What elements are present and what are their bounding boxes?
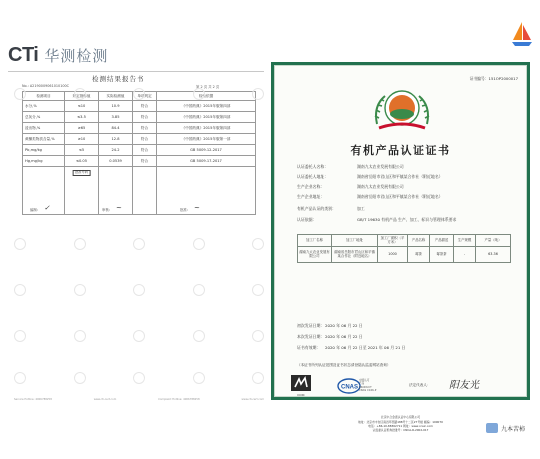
cti-logo-mark: CTi [8,44,39,66]
column-header: 检测项目 [23,92,65,101]
info-row [297,206,365,212]
info-row [297,217,457,223]
watermark-row [14,238,264,250]
column-header: 实际检测值 [99,92,133,101]
watermark-icon [14,330,26,342]
cell-verdict: 符合 [133,112,157,123]
organic-emblem-icon [371,84,433,134]
cell-output: 63.36 [476,246,511,262]
watermark-icon [133,330,145,342]
watermark-icon [252,330,264,342]
watermark-icon [193,88,205,100]
info-value: 加工 [357,206,365,211]
table-row [23,123,256,134]
info-label: 认证委托人地址： [297,174,329,179]
cell-item: Hg,mg/kg [23,156,65,167]
cell-product: 莓茶 [408,246,430,262]
issuer-contact: 电话：+86-10-88362711 网址：www.ccaic.com [368,424,433,428]
watermark-icon [74,88,86,100]
watermark-icon [14,238,26,250]
date-label: 本次发证日期： [297,334,325,339]
report-title: 检测结果报告书 [92,75,145,83]
chat-icon [486,423,498,433]
cell-verdict: 符合 [133,145,157,156]
cell-method: GB 5009.12-2017 [157,145,256,156]
table-row [298,246,511,262]
sailboat-logo-icon [510,20,534,48]
cell-item: 浸出物,% [23,123,65,134]
watermark-icon [252,238,264,250]
cell-method: 《中国药典》2015年版第一部 [157,134,256,145]
cell-plant-name: 湖南九太农业发展有限公司 [298,246,332,262]
watermark-icon [252,88,264,100]
issuer-name: 北京中合金诺认证中心有限公司 [380,415,421,419]
footer-item: www.cti-cert.com [241,398,264,401]
watermark-icon [133,88,145,100]
table-row [23,156,256,167]
watermark-icon [193,372,205,384]
watermark-icon [133,238,145,250]
column-header: 规定指标值 [65,92,99,101]
info-value: GB/T 19630 有机产品 生产、加工、标识与管理体系要求 [357,217,457,222]
cell-value: 10.9 [99,101,133,112]
cell-method: 《中国药典》2015年版第四部 [157,123,256,134]
date-label: 初次发证日期： [297,323,325,328]
watermark-icon [74,330,86,342]
table-row [23,134,256,145]
report-number: No.: A2190009061010100C [22,84,70,88]
cell-scale: - [454,246,476,262]
cell-verdict: 符合 [133,134,157,145]
column-header: 产品名称 [408,235,430,247]
coic-label: COIC [297,393,305,397]
info-value: 湖南九太农业发展有限公司 [357,164,404,169]
column-header: 检验依据 [157,92,256,101]
info-value: 湖南省岳阳市君山区和平镇某合作社（附近地名） [357,174,443,179]
cell-item: 黄酮类物质含量,% [23,134,65,145]
test-results-table [22,91,256,215]
info-label: 认证依据： [297,217,317,222]
column-header: 产品描述 [430,235,454,247]
svg-text:CNAS: CNAS [341,384,359,391]
info-row [297,174,443,180]
report-footer [14,398,264,401]
table-header-row [298,235,511,247]
watermark-row [14,330,264,342]
column-header: 加工厂地址 [332,235,378,247]
brand-watermark [486,423,525,433]
watermark-icon [74,238,86,250]
cell-limit: ≤3.5 [65,112,99,123]
signature-scribble: ~ [194,204,200,212]
watermark-icon [74,372,86,384]
column-header: 生产规模 [454,235,476,247]
cell-value: 0.0539 [99,156,133,167]
legal-representative-signature: 阳友光 [449,380,479,391]
date-value: 2020 年 06 月 22 日 [325,334,363,339]
watermark-icon [193,238,205,250]
date-row [297,334,363,340]
cell-value: 84.4 [99,123,133,134]
issuer-approval: 认监委认证机构批准号：CNCA-R-2002-017 [372,428,429,432]
watermark-icon [74,284,86,296]
date-value: 2020 年 06 月 22 日 [325,323,363,328]
info-label: 认证委托人名称： [297,164,329,169]
cell-verdict: 符合 [133,123,157,134]
cnas-text: 中国认可 产品 PRODUCT CNAS C166-P [359,379,377,393]
cell-method: GB 5009.17-2017 [157,156,256,167]
table-row [23,145,256,156]
cti-logo-name: 华测检测 [44,47,109,65]
cell-description: 莓茶茶 [430,246,454,262]
cell-plant-address: 湖南省岳阳市君山区和平镇某合作社（附近地名） [332,246,378,262]
signature-scribble: ~ [116,204,122,212]
info-row [297,164,404,170]
column-header: 加工厂面积（平方米） [378,235,408,247]
processing-plant-table [297,234,511,263]
footer-item: Service Hotline: 4006788258 [14,398,52,401]
watermark-icon [193,330,205,342]
cell-limit: ≤0.05 [65,156,99,167]
logos-row [289,375,517,399]
watermark-icon [14,88,26,100]
cell-method: 《中国药典》2015年版第四部 [157,112,256,123]
header-divider [8,71,264,72]
cell-area: 1000 [378,246,408,262]
certificate-note: （本证书所列认证范围及证书状态请登陆认监委网站查询） [297,363,391,367]
date-row [297,345,406,351]
cell-verdict: 符合 [133,156,157,167]
watermark-icon [14,372,26,384]
info-label: 生产企业名称： [297,184,325,189]
watermark-icon [252,372,264,384]
footer-item: www.cti-cert.com [93,398,117,401]
date-value: 2020 年 06 月 22 日至 2021 年 06 月 21 日 [325,345,406,350]
certificate-number: 证书编号：151OP2000017 [469,76,518,81]
issuer-address: 地址：北京市丰台区南四环西路188号十二区27号楼 邮编：100070 [358,420,443,424]
footer-item: Complaint Hotline: 4006788258 [158,398,200,401]
info-label: 生产企业地址： [297,194,325,199]
cell-limit: ≤10 [65,101,99,112]
cell-method: 《中国药典》2015年版第四部 [157,101,256,112]
cell-value: 3.85 [99,112,133,123]
date-label: 证书有效期： [297,345,321,350]
cell-item: 水分,% [23,101,65,112]
approval-stamp: 批准号码 [72,170,91,176]
signature-label: 审核: [102,208,110,212]
cti-logo [8,44,108,67]
info-row [297,194,443,200]
table-row [23,101,256,112]
signature-scribble: ✓ [44,204,50,212]
date-row [297,323,363,329]
info-value: 湖南九太农业发展有限公司 [357,184,404,189]
watermark-icon [14,284,26,296]
cell-item: Pb,mg/kg [23,145,65,156]
cell-value: 24.2 [99,145,133,156]
certificate-title: 有机产品认证证书 [350,144,451,157]
column-header: 加工厂名称 [298,235,332,247]
column-header: 单项判定 [133,92,157,101]
cell-value: 12.8 [99,134,133,145]
table-row [23,112,256,123]
cell-limit: ≥10 [65,134,99,145]
signature-row [30,203,250,217]
watermark-icon [252,284,264,296]
cell-verdict: 符合 [133,101,157,112]
legal-representative-label: 法定代表人： [409,383,431,387]
report-page-number: 第 2 页 共 2 页 [196,85,220,89]
watermark-icon [193,284,205,296]
info-value: 湖南省岳阳市君山区和平镇某合作社（附近地名） [357,194,443,199]
watermark-row [14,372,264,384]
cell-item: 总灰分,% [23,112,65,123]
watermark-icon [133,284,145,296]
signature-label: 批准: [180,208,188,212]
signature-label: 编制: [30,208,38,212]
watermark-row [14,284,264,296]
info-label: 有机产品认证的类别： [297,206,336,211]
column-header: 产量（吨） [476,235,511,247]
brand-text: 九本苦柿 [501,425,526,433]
cell-limit: ≥65 [65,123,99,134]
watermark-row [14,88,264,100]
watermark-icon [133,372,145,384]
cell-limit: ≤5 [65,145,99,156]
info-row [297,184,404,190]
